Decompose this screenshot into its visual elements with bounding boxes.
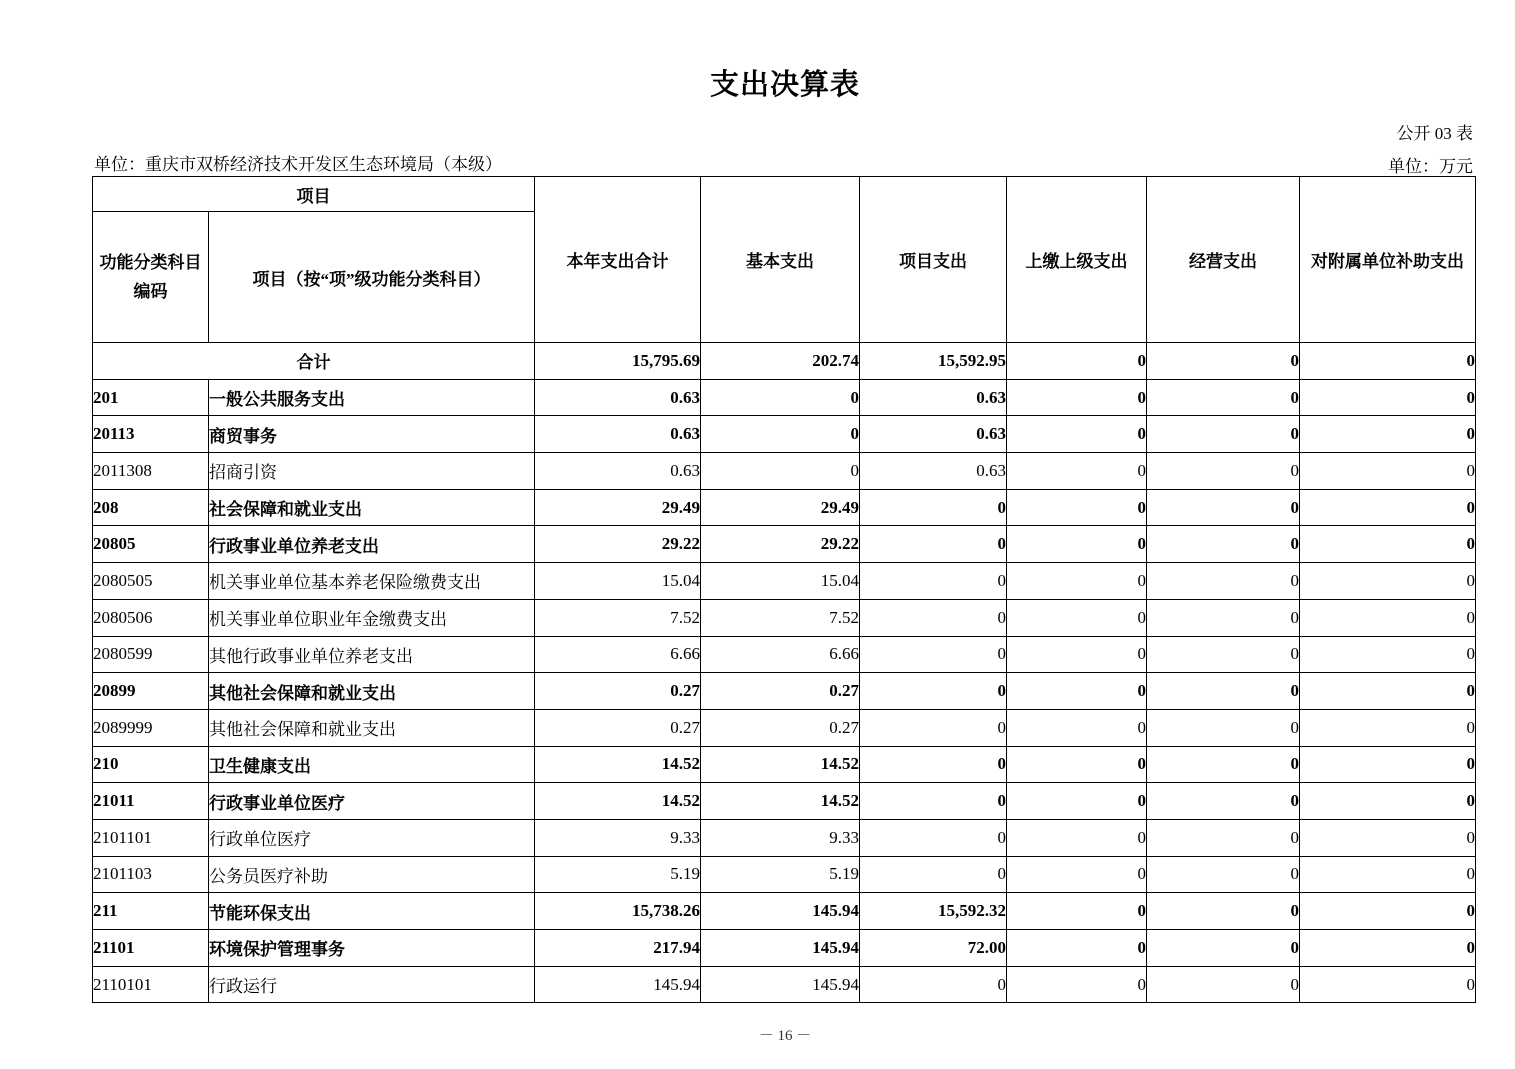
row-value: 0 — [860, 783, 1007, 820]
header-code — [93, 212, 209, 343]
row-value: 0 — [860, 709, 1007, 746]
table-body — [93, 343, 1476, 1003]
row-name: 其他社会保障和就业支出 — [209, 673, 535, 710]
row-value: 0.63 — [535, 453, 701, 490]
row-value: 0 — [1147, 636, 1300, 673]
row-value: 0 — [1147, 930, 1300, 967]
row-value: 0.27 — [701, 709, 860, 746]
row-name: 其他行政事业单位养老支出 — [209, 636, 535, 673]
row-value: 0 — [1147, 563, 1300, 600]
row-code: 2080599 — [93, 636, 209, 673]
row-code: 21011 — [93, 783, 209, 820]
row-value: 0 — [1147, 746, 1300, 783]
row-value: 145.94 — [701, 893, 860, 930]
row-value: 0 — [1007, 416, 1147, 453]
table-row — [93, 379, 1476, 416]
row-value: 0 — [1300, 783, 1476, 820]
total-value: 15,795.69 — [535, 343, 701, 380]
row-value: 0 — [701, 416, 860, 453]
header-subsidy: 对附属单位补助支出 — [1300, 177, 1476, 343]
row-value: 29.49 — [535, 489, 701, 526]
row-value: 0 — [701, 379, 860, 416]
row-value: 0 — [1007, 526, 1147, 563]
row-value: 15,592.32 — [860, 893, 1007, 930]
row-value: 72.00 — [860, 930, 1007, 967]
row-name: 节能环保支出 — [209, 893, 535, 930]
row-value: 0 — [1300, 746, 1476, 783]
row-value: 145.94 — [535, 966, 701, 1003]
row-code: 208 — [93, 489, 209, 526]
row-value: 0 — [1300, 416, 1476, 453]
row-value: 0 — [1147, 673, 1300, 710]
table-row — [93, 599, 1476, 636]
row-name: 行政事业单位医疗 — [209, 783, 535, 820]
table-row — [93, 673, 1476, 710]
row-value: 0 — [1300, 599, 1476, 636]
row-name: 卫生健康支出 — [209, 746, 535, 783]
header-superior: 上缴上级支出 — [1007, 177, 1147, 343]
row-value: 0 — [1007, 930, 1147, 967]
row-code: 2011308 — [93, 453, 209, 490]
row-value: 0 — [1300, 893, 1476, 930]
row-value: 0 — [860, 599, 1007, 636]
row-value: 29.22 — [535, 526, 701, 563]
header-project-expenditure: 项目支出 — [860, 177, 1007, 343]
row-value: 15.04 — [535, 563, 701, 600]
row-name: 一般公共服务支出 — [209, 379, 535, 416]
row-value: 217.94 — [535, 930, 701, 967]
row-value: 6.66 — [535, 636, 701, 673]
row-value: 14.52 — [701, 746, 860, 783]
row-value: 0 — [1300, 966, 1476, 1003]
row-value: 0 — [1147, 783, 1300, 820]
row-value: 0.27 — [701, 673, 860, 710]
row-code: 21101 — [93, 930, 209, 967]
row-value: 0 — [1147, 453, 1300, 490]
row-value: 0 — [860, 856, 1007, 893]
row-code: 20113 — [93, 416, 209, 453]
row-value: 0 — [860, 563, 1007, 600]
row-value: 9.33 — [701, 819, 860, 856]
row-value: 14.52 — [535, 746, 701, 783]
row-value: 0 — [1007, 673, 1147, 710]
row-value: 0 — [1300, 673, 1476, 710]
row-value: 15,738.26 — [535, 893, 701, 930]
row-code: 20899 — [93, 673, 209, 710]
row-value: 29.49 — [701, 489, 860, 526]
row-value: 0.63 — [860, 379, 1007, 416]
total-value: 0 — [1300, 343, 1476, 380]
row-value: 7.52 — [535, 599, 701, 636]
row-value: 0 — [1007, 966, 1147, 1003]
row-value: 15.04 — [701, 563, 860, 600]
row-value: 145.94 — [701, 930, 860, 967]
table-row — [93, 966, 1476, 1003]
row-value: 9.33 — [535, 819, 701, 856]
row-value: 145.94 — [701, 966, 860, 1003]
header-basic: 基本支出 — [701, 177, 860, 343]
row-code: 2101101 — [93, 819, 209, 856]
row-name: 商贸事务 — [209, 416, 535, 453]
table-row — [93, 636, 1476, 673]
row-value: 0 — [1007, 819, 1147, 856]
row-value: 0.63 — [860, 453, 1007, 490]
total-value: 15,592.95 — [860, 343, 1007, 380]
row-value: 0 — [1300, 709, 1476, 746]
row-value: 0 — [860, 636, 1007, 673]
total-value: 0 — [1007, 343, 1147, 380]
row-name: 公务员医疗补助 — [209, 856, 535, 893]
row-name: 社会保障和就业支出 — [209, 489, 535, 526]
row-value: 6.66 — [701, 636, 860, 673]
row-value: 0 — [1147, 416, 1300, 453]
row-value: 0 — [1300, 636, 1476, 673]
table-row — [93, 563, 1476, 600]
total-row — [93, 343, 1476, 380]
table-row — [93, 489, 1476, 526]
row-value: 14.52 — [535, 783, 701, 820]
table-row — [93, 746, 1476, 783]
row-name: 机关事业单位基本养老保险缴费支出 — [209, 563, 535, 600]
row-value: 0 — [1007, 856, 1147, 893]
row-value: 0 — [860, 746, 1007, 783]
row-value: 0.63 — [860, 416, 1007, 453]
row-value: 0 — [1300, 856, 1476, 893]
table-row — [93, 893, 1476, 930]
row-name: 其他社会保障和就业支出 — [209, 709, 535, 746]
row-code: 211 — [93, 893, 209, 930]
row-value: 0.27 — [535, 673, 701, 710]
row-value: 0 — [1300, 489, 1476, 526]
row-code: 210 — [93, 746, 209, 783]
header-project: 项目 — [93, 177, 535, 212]
row-value: 0 — [860, 673, 1007, 710]
row-value: 0 — [860, 489, 1007, 526]
row-value: 0.27 — [535, 709, 701, 746]
row-value: 7.52 — [701, 599, 860, 636]
header-total: 本年支出合计 — [535, 177, 701, 343]
row-value: 0 — [1147, 709, 1300, 746]
row-code: 2080506 — [93, 599, 209, 636]
row-code: 2080505 — [93, 563, 209, 600]
row-value: 14.52 — [701, 783, 860, 820]
row-value: 0 — [1147, 599, 1300, 636]
unit-currency: 单位：万元 — [1388, 157, 1473, 176]
table-row — [93, 416, 1476, 453]
row-value: 0 — [860, 966, 1007, 1003]
row-value: 0 — [1007, 489, 1147, 526]
unit-organization: 单位：重庆市双桥经济技术开发区生态环境局（本级） — [94, 155, 502, 174]
row-value: 0 — [1007, 599, 1147, 636]
table-row — [93, 819, 1476, 856]
row-value: 0 — [1007, 563, 1147, 600]
row-code: 2110101 — [93, 966, 209, 1003]
row-value: 0 — [1007, 453, 1147, 490]
row-value: 0 — [1007, 783, 1147, 820]
row-name: 行政运行 — [209, 966, 535, 1003]
total-label: 合计 — [93, 343, 535, 380]
row-value: 0 — [860, 526, 1007, 563]
row-name: 行政事业单位养老支出 — [209, 526, 535, 563]
total-value: 0 — [1147, 343, 1300, 380]
row-value: 0.63 — [535, 379, 701, 416]
row-value: 0 — [860, 819, 1007, 856]
row-value: 0 — [1147, 893, 1300, 930]
page-title: 支出决算表 — [709, 69, 860, 101]
table-row — [93, 930, 1476, 967]
table-row — [93, 783, 1476, 820]
row-value: 0 — [701, 453, 860, 490]
total-value: 202.74 — [701, 343, 860, 380]
row-code: 2089999 — [93, 709, 209, 746]
row-value: 5.19 — [535, 856, 701, 893]
row-value: 0 — [1007, 893, 1147, 930]
row-value: 5.19 — [701, 856, 860, 893]
row-name: 机关事业单位职业年金缴费支出 — [209, 599, 535, 636]
header-name: 项目（按“项”级功能分类科目） — [209, 212, 535, 343]
row-value: 0 — [1300, 526, 1476, 563]
row-value: 0 — [1147, 526, 1300, 563]
row-code: 201 — [93, 379, 209, 416]
row-name: 行政单位医疗 — [209, 819, 535, 856]
row-name: 招商引资 — [209, 453, 535, 490]
row-value: 0 — [1300, 563, 1476, 600]
expenditure-table — [92, 176, 1476, 1003]
table-number: 公开 03 表 — [1396, 124, 1473, 143]
table-row — [93, 856, 1476, 893]
row-value: 0 — [1007, 379, 1147, 416]
row-value: 0 — [1300, 819, 1476, 856]
row-value: 0 — [1147, 819, 1300, 856]
row-value: 29.22 — [701, 526, 860, 563]
row-value: 0.63 — [535, 416, 701, 453]
row-value: 0 — [1007, 636, 1147, 673]
table-row — [93, 453, 1476, 490]
row-value: 0 — [1300, 453, 1476, 490]
row-value: 0 — [1147, 856, 1300, 893]
row-value: 0 — [1007, 709, 1147, 746]
row-value: 0 — [1300, 930, 1476, 967]
table-row — [93, 709, 1476, 746]
row-code: 2101103 — [93, 856, 209, 893]
header-business: 经营支出 — [1147, 177, 1300, 343]
row-value: 0 — [1147, 379, 1300, 416]
row-code: 20805 — [93, 526, 209, 563]
row-value: 0 — [1007, 746, 1147, 783]
row-name: 环境保护管理事务 — [209, 930, 535, 967]
row-value: 0 — [1300, 379, 1476, 416]
page-number: － 16 － — [758, 1028, 812, 1044]
row-value: 0 — [1147, 489, 1300, 526]
table-row — [93, 526, 1476, 563]
row-value: 0 — [1147, 966, 1300, 1003]
header-code-text: 功能分类科目编码 — [99, 253, 202, 301]
